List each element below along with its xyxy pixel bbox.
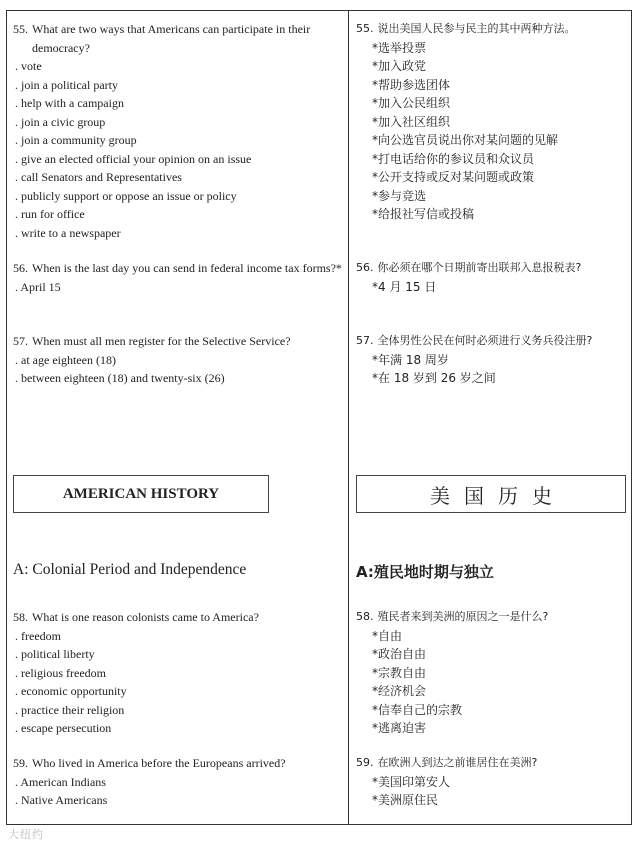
question-57-en: 57. When must all men register for the Selective Service? . at age eighteen (18) . between eighteen (18) and twenty-six (26) (13, 332, 343, 388)
answer-item: *年满 18 周岁 (372, 352, 449, 367)
answer-item: . vote (15, 59, 42, 73)
answer-list (356, 39, 626, 224)
answer-list (356, 278, 626, 297)
answer-item: . join a community group (15, 133, 137, 147)
answer-item: . freedom (15, 628, 61, 643)
answer-list (13, 278, 343, 297)
document-page (6, 10, 632, 825)
answer-list (13, 773, 343, 810)
answer-item: *在 18 岁到 26 岁之间 (372, 371, 496, 385)
answer-item: . political liberty (15, 647, 95, 661)
question-59-en: 59. Who lived in America before the Europeans arrived? . American Indians . Native Americans (13, 754, 343, 810)
answer-item: . join a civic group (15, 114, 106, 129)
answer-list (13, 57, 343, 242)
answer-item: . American Indians (15, 774, 106, 789)
answer-item: *经济机会 (372, 684, 427, 698)
question-56-en: 56. When is the last day you can send in federal income tax forms?* . April 15 (13, 259, 343, 296)
question-55-en: 55. What are two ways that Americans can participate in their democracy? . vote . join a political party . help with a campaign . join a civic group . join a community group . give an elected official your opinion on an issue . call Senators and Representatives . publicly support or oppose an issue or policy . run for office . write to a newspaper (13, 20, 343, 242)
answer-item: *4 月 15 日 (372, 279, 437, 294)
subsection-title-en: A: Colonial Period and Independence (13, 561, 247, 578)
question-text: When must all men register for the Selective Service? (32, 334, 291, 348)
answer-item: . call Senators and Representatives (15, 170, 182, 184)
answer-item: *自由 (372, 628, 403, 643)
answer-list (13, 627, 343, 738)
answer-list (356, 627, 626, 738)
answer-item: *美洲原住民 (372, 793, 439, 807)
question-text: Who lived in America before the Europeans arrived? (32, 756, 286, 770)
question-text: When is the last day you can send in federal income tax forms?* (32, 261, 342, 275)
answer-item: . religious freedom (15, 665, 106, 680)
answer-item: . practice their religion (15, 702, 125, 717)
answer-item: . escape persecution (15, 721, 112, 735)
answer-item: . publicly support or oppose an issue or policy (15, 188, 237, 203)
question-55-zh: 55. 说出美国人民参与民主的其中两种方法。 *选举投票 *加入政党 *帮助参选团体 *加入公民组织 *加入社区组织 *向公选官员说出你对某问题的见解 *打电话给你的参议员和众议员 *公开支持或反对某问题或政策 *参与竞选 *给报社写信或投稿 (356, 20, 626, 224)
question-text: 殖民者来到美洲的原因之一是什么? (377, 610, 549, 623)
answer-item: *信奉自己的宗教 (372, 702, 463, 717)
answer-item: . April 15 (15, 279, 61, 294)
section-heading-box-zh: 美国历史 (356, 475, 626, 513)
answer-list (13, 351, 343, 388)
answer-item: *帮助参选团体 (372, 77, 451, 92)
question-text: What are two ways that Americans can participate in their democracy? (32, 22, 311, 55)
answer-item: *参与竞选 (372, 188, 427, 203)
answer-item: *向公选官员说出你对某问题的见解 (372, 133, 559, 147)
answer-item: . give an elected official your opinion on an issue (15, 151, 252, 166)
answer-item: *公开支持或反对某问题或政策 (372, 170, 535, 184)
answer-item: *加入政党 (372, 59, 427, 73)
subsection-title-zh: A:殖民地时期与独立 (356, 563, 494, 581)
answer-item: *加入社区组织 (372, 114, 451, 129)
answer-item: *打电话给你的参议员和众议员 (372, 151, 535, 166)
question-text: 在欧洲人到达之前谁居住在美洲? (377, 756, 538, 769)
question-57-zh: 57. 全体男性公民在何时必须进行义务兵役注册? *年满 18 周岁 *在 18 岁到 26 岁之间 (356, 332, 626, 388)
answer-item: . help with a campaign (15, 96, 124, 110)
column-divider (348, 11, 349, 824)
answer-list (356, 351, 626, 388)
question-text: 全体男性公民在何时必须进行义务兵役注册? (377, 334, 593, 347)
answer-item: . economic opportunity (15, 684, 127, 698)
answer-item: . at age eighteen (18) (15, 352, 116, 367)
watermark-text: 大纽约 (8, 828, 44, 841)
question-56-zh: 56. 你必须在哪个日期前寄出联邦入息报税表? *4 月 15 日 (356, 259, 626, 296)
answer-item: *选举投票 (372, 40, 427, 55)
question-text: What is one reason colonists came to America? (32, 610, 259, 624)
answer-list (356, 773, 626, 810)
question-text: 你必须在哪个日期前寄出联邦入息报税表? (377, 261, 582, 274)
question-text: 说出美国人民参与民主的其中两种方法。 (377, 22, 576, 35)
section-heading-box-en: AMERICAN HISTORY (13, 475, 269, 513)
answer-item: *逃离迫害 (372, 721, 427, 735)
answer-item: . write to a newspaper (15, 225, 121, 240)
answer-item: . run for office (15, 207, 85, 221)
answer-item: *给报社写信或投稿 (372, 207, 475, 221)
answer-item: *美国印第安人 (372, 774, 451, 789)
answer-item: *加入公民组织 (372, 96, 451, 110)
answer-item: . between eighteen (18) and twenty-six (26) (15, 371, 225, 385)
answer-item: . join a political party (15, 77, 118, 92)
answer-item: *政治自由 (372, 647, 427, 661)
answer-item: *宗教自由 (372, 665, 427, 680)
question-58-en: 58. What is one reason colonists came to America? . freedom . political liberty . religious freedom . economic opportunity . practice their religion . escape persecution (13, 608, 343, 738)
answer-item: . Native Americans (15, 793, 108, 807)
question-58-zh: 58. 殖民者来到美洲的原因之一是什么? *自由 *政治自由 *宗教自由 *经济机会 *信奉自己的宗教 *逃离迫害 (356, 608, 626, 738)
question-59-zh: 59. 在欧洲人到达之前谁居住在美洲? *美国印第安人 *美洲原住民 (356, 754, 626, 810)
